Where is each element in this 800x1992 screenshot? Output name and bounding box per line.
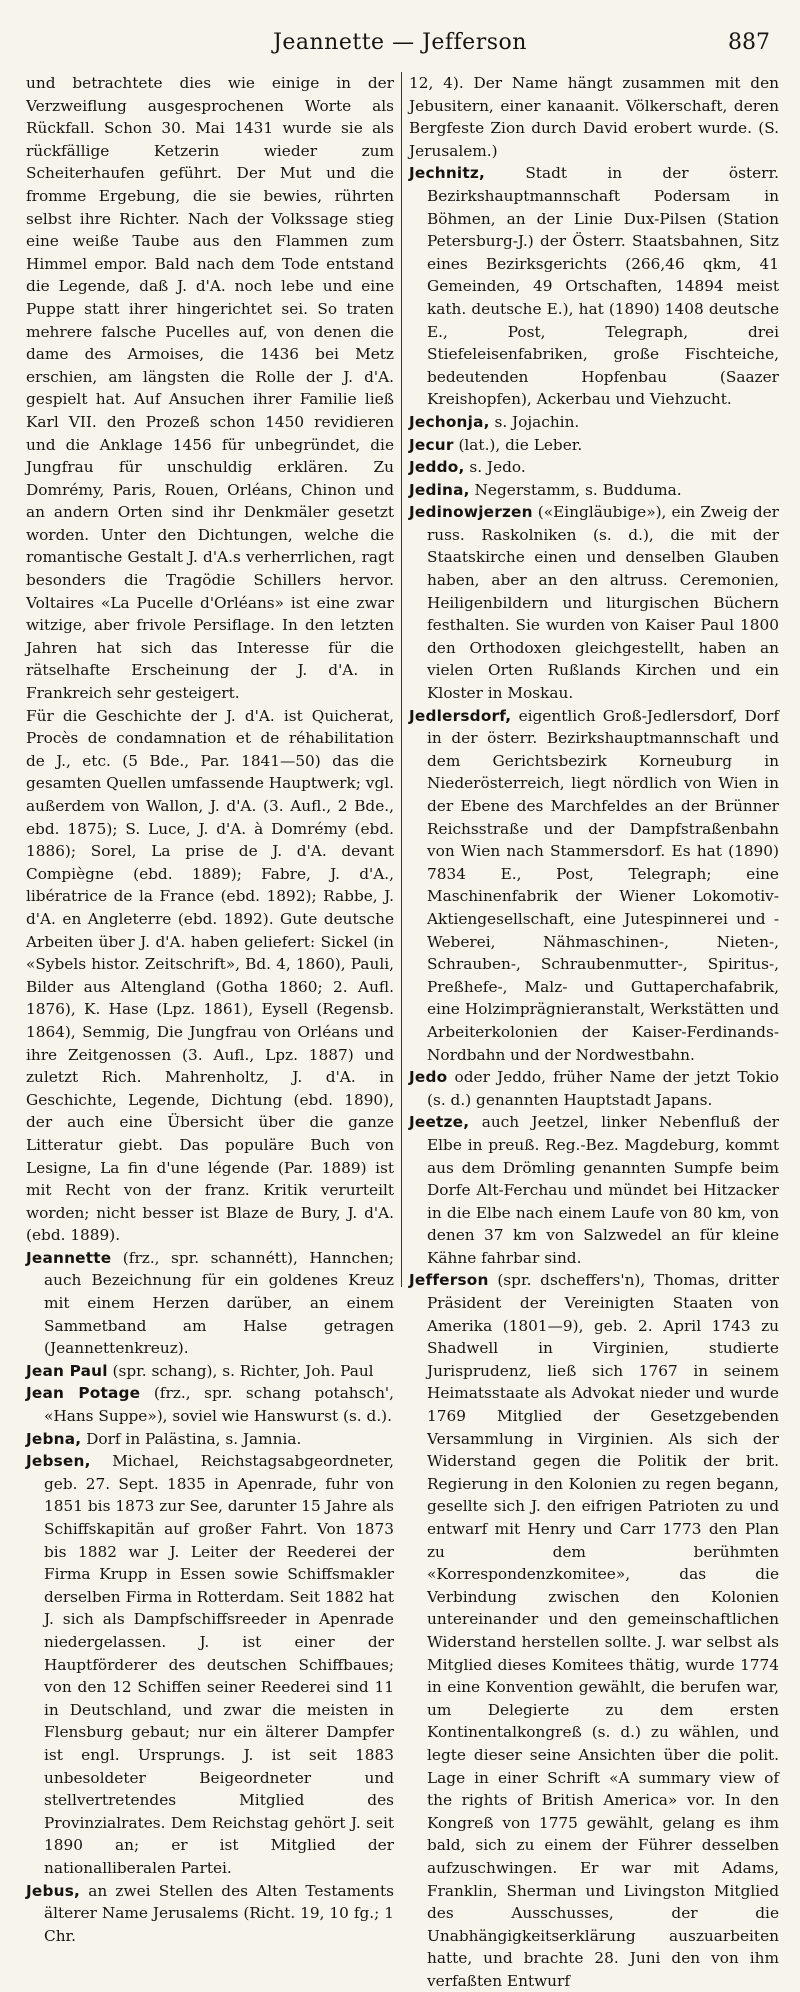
- left-column: [26, 72, 394, 1945]
- dictionary-entry: [409, 1111, 779, 1269]
- entry-text: an zwei Stellen des Alten Testaments älterer Name Jerusalems (Richt. 19, 10 fg.; 1 Chr.: [44, 1881, 394, 1945]
- entry-headword: Jeannette: [26, 1248, 112, 1267]
- entry-headword: Jedina,: [409, 480, 470, 499]
- page-header: [26, 22, 774, 58]
- entry-text: s. Jedo.: [464, 458, 526, 477]
- entry-headword: Jebsen,: [26, 1452, 91, 1471]
- entry-text: Für die Geschichte der J. d'A. ist Quicherat, Procès de condamnation et de réhabilitation de J., etc. (5 Bde., Par. 1841—50) das die gesamten Quellen umfassende Hauptwerk; vgl. außerdem von Wallon, J. d'A. (3. Aufl., 2 Bde., ebd. 1875); S. Luce, J. d'A. à Domrémy (ebd. 1886); Sorel, La prise de J. d'A. devant Compiègne (ebd. 1889); Fabre, J. d'A., libératrice de la France (ebd. 1892); Rabbe, J. d'A. en Angleterre (ebd. 1892). Gute deutsche Arbeiten über J. d'A. haben geliefert: Sickel (in «Sybels histor. Zeitschrift», Bd. 4, 1860), Pauli, Bilder aus Altengland (Gotha 1860; 2. Aufl. 1876), K. Hase (Lpz. 1861), Eysell (Regensb. 1864), Semmig, Die Jungfrau von Orléans und ihre Zeitgenossen (3. Aufl., Lpz. 1887) und zuletzt Rich. Mahrenholtz, J. d'A. in Geschichte, Legende, Dichtung (ebd. 1890), der auch eine Übersicht über die ganze Litteratur giebt. Das populäre Buch von Lesigne, La fin d'une légende (Par. 1889) ist mit Recht von der franz. Kritik verurteilt worden; nicht besser ist Blaze de Bury, J. d'A. (ebd. 1889).: [26, 706, 394, 1245]
- running-head: Jeannette — Jefferson: [273, 30, 527, 55]
- dictionary-entry: [26, 1382, 394, 1427]
- entry-text: eigentlich Groß-Jedlersdorf, Dorf in der österr. Bezirkshauptmannschaft und dem Gerichtsbezirk Korneuburg in Niederösterreich, liegt nördlich von Wien in der Ebene des Marchfeldes an der Brünner Reichsstraße und der Dampfstraßenbahn von Wien nach Stammersdorf. Es hat (1890) 7834 E., Post, Telegraph; eine Maschinenfabrik der Wiener Lokomotiv-Aktiengesellschaft, eine Jutespinnerei und -Weberei, Nähmaschinen-, Nieten-, Schrauben-, Schraubenmutter-, Spiritus-, Preßhefe-, Malz- und Guttaperchafabrik, eine Holzimprägnieranstalt, Werkstätten und Arbeiterkolonien der Kaiser-Ferdinands-Nordbahn und der Nordwestbahn.: [427, 706, 779, 1064]
- entry-text: (lat.), die Leber.: [453, 435, 583, 454]
- entry-headword: Jecur: [409, 435, 454, 454]
- entry-text: Dorf in Palästina, s. Jamnia.: [81, 1429, 302, 1448]
- dictionary-entry: [409, 456, 779, 479]
- dictionary-entry: [26, 1450, 394, 1879]
- dictionary-entry: [409, 434, 779, 457]
- entry-headword: Jechonja,: [409, 412, 490, 431]
- entry-text: und betrachtete dies wie einige in der Verzweiflung ausgesprochenen Worte als Rückfall. Schon 30. Mai 1431 wurde sie als rückfällige Ketzerin wieder zum Scheiterhaufen geführt. Der Mut und die fromme Ergebung, die sie bewies, rührten selbst ihre Richter. Nach der Volkssage stieg eine weiße Taube aus den Flammen zum Himmel empor. Bald nach dem Tode entstand die Legende, daß J. d'A. noch lebe und eine Puppe statt ihrer hingerichtet sei. So traten mehrere falsche Pucelles auf, von denen die dame des Armoises, die 1436 bei Metz erschien, am längsten die Rolle der J. d'A. gespielt hat. Auf Ansuchen ihrer Familie ließ Karl VII. den Prozeß schon 1450 revidieren und die Anklage 1456 für unbegründet, die Jungfrau für unschuldig erklären. Zu Domrémy, Paris, Rouen, Orléans, Chinon und an andern Orten sind ihr Denkmäler gesetzt worden. Unter den Dichtungen, welche die romantische Gestalt J. d'A.s verherrlichen, ragt besonders die Tragödie Schillers hervor. Voltaires «La Pucelle d'Orléans» ist eine zwar witzige, aber frivole Persiflage. In den letzten Jahren hat sich das Interesse für die rätselhafte Erscheinung der J. d'A. in Frankreich sehr gesteigert.: [26, 74, 394, 703]
- dictionary-entry: [26, 1247, 394, 1360]
- entry-continuation: [26, 72, 394, 705]
- entry-headword: Jebna,: [26, 1429, 82, 1448]
- dictionary-entry: [409, 411, 779, 434]
- entry-text: s. Jojachin.: [489, 412, 580, 431]
- dictionary-entry: [409, 501, 779, 704]
- entry-headword: Jeddo,: [409, 458, 465, 477]
- column-divider: [401, 72, 402, 1287]
- entry-headword: Jebus,: [26, 1881, 81, 1900]
- entry-text: (spr. schang), s. Richter, Joh. Paul: [107, 1361, 374, 1380]
- entry-text: (spr. dscheffers'n), Thomas, dritter Präsident der Vereinigten Staaten von Amerika (1801—9), geb. 2. April 1743 zu Shadwell in Virginien, studierte Jurisprudenz, ließ sich 1767 in seinem Heimatsstaate als Advokat nieder und wurde 1769 Mitglied der Gesetzgebenden Versammlung in Virginien. Als sich der Widerstand gegen die Politik der brit. Regierung in den Kolonien zu regen begann, gesellte sich J. den eifrigen Patrioten zu und entwarf mit Henry und Carr 1773 den Plan zu dem berühmten «Korrespondenzkomitee», das die Verbindung zwischen den Kolonien untereinander und den gemeinschaftlichen Widerstand herstellen sollte. J. war selbst als Mitglied dieses Komitees thätig, wurde 1774 in eine Konvention gewählt, die berufen war, um Delegierte zu dem ersten Kontinentalkongreß (s. d.) zu wählen, und legte dieser seine Ansichten über die polit. Lage in einer Schrift «A summary view of the rights of British America» vor. In den Kongreß von 1775 gewählt, gelang es ihm bald, sich zu einem der Führer desselben aufzuschwingen. Er war mit Adams, Franklin, Sherman und Livingston Mitglied des Ausschusses, der die Unabhängigkeitserklärung auszuarbeiten hatte, und brachte 28. Juni den von ihm verfaßten Entwurf: [427, 1271, 779, 1990]
- entry-headword: Jedinowjerzen: [409, 503, 533, 522]
- dictionary-entry: [26, 1360, 394, 1383]
- entry-text: (frz., spr. schannétt), Hannchen; auch Bezeichnung für ein goldenes Kreuz mit einem Herzen darüber, an einem Sammetband am Halse getragen (Jeannettenkreuz).: [44, 1248, 394, 1358]
- entry-headword: Jefferson: [409, 1271, 489, 1290]
- dictionary-entry: [409, 705, 779, 1067]
- dictionary-entry: [409, 479, 779, 502]
- entry-text: (frz., spr. schang potahsch', «Hans Suppe»), soviel wie Hanswurst (s. d.).: [44, 1384, 394, 1426]
- right-column: [409, 72, 779, 1990]
- entry-headword: Jeetze,: [409, 1113, 470, 1132]
- dictionary-entry: [409, 1066, 779, 1111]
- entry-continuation: [26, 705, 394, 1247]
- dictionary-entry: [26, 1880, 394, 1948]
- entry-headword: Jechnitz,: [409, 164, 485, 183]
- entry-headword: Jedo: [409, 1068, 448, 1087]
- entry-text: 12, 4). Der Name hängt zusammen mit den Jebusitern, einer kanaanit. Völkerschaft, deren Bergfeste Zion durch David erobert wurde. (S. Jerusalem.): [409, 74, 779, 160]
- entry-headword: Jedlersdorf,: [409, 706, 512, 725]
- entry-text: auch Jeetzel, linker Nebenfluß der Elbe in preuß. Reg.-Bez. Magdeburg, kommt aus dem Drömling genannten Sumpfe beim Dorfe Alt-Ferchau und mündet bei Hitzacker in die Elbe nach einem Laufe von 80 km, von denen 37 km von Salzwedel an für kleine Kähne fahrbar sind.: [427, 1113, 779, 1267]
- dictionary-entry: [409, 162, 779, 411]
- entry-text: Michael, Reichstagsabgeordneter, geb. 27. Sept. 1835 in Apenrade, fuhr von 1851 bis 1873 zur See, darunter 15 Jahre als Schiffskapitän auf großer Fahrt. Von 1873 bis 1882 war J. Leiter der Reederei der Firma Krupp in Essen sowie Schiffsmakler derselben Firma in Rotterdam. Seit 1882 hat J. sich als Dampfschiffsreeder in Apenrade niedergelassen. J. ist einer der Hauptförderer des deutschen Schiffbaues; von den 12 Schiffen seiner Reederei sind 11 in Deutschland, und zwar die meisten in Flensburg gebaut; nur ein älterer Dampfer ist engl. Ursprungs. J. ist seit 1883 unbesoldeter Beigeordneter und stellvertretendes Mitglied des Provinzialrates. Dem Reichstag gehört J. seit 1890 an; er ist Mitglied der nationalliberalen Partei.: [44, 1452, 394, 1877]
- entry-continuation: [409, 72, 779, 162]
- entry-text: Negerstamm, s. Budduma.: [469, 480, 682, 499]
- entry-text: («Eingläubige»), ein Zweig der russ. Raskolniken (s. d.), die mit der Staatskirche einen und denselben Glauben haben, aber an den altruss. Ceremonien, Heiligenbildern und liturgischen Büchern festhalten. Sie wurden von Kaiser Paul 1800 den Orthodoxen gleichgestellt, haben an vielen Orten Rußlands Kirchen und ein Kloster in Moskau.: [427, 503, 779, 703]
- entry-headword: Jean Paul: [26, 1361, 108, 1380]
- entry-text: Stadt in der österr. Bezirkshauptmannschaft Podersam in Böhmen, an der Linie Dux-Pilsen (Station Petersburg-J.) der Österr. Staatsbahnen, Sitz eines Bezirksgerichts (266,46 qkm, 41 Gemeinden, 49 Ortschaften, 14894 meist kath. deutsche E.), hat (1890) 1408 deutsche E., Post, Telegraph, drei Stiefeleisenfabriken, große Fischteiche, bedeutenden Hopfenbau (Saazer Kreishopfen), Ackerbau und Viehzucht.: [427, 164, 779, 409]
- entry-headword: Jean Potage: [26, 1384, 141, 1403]
- dictionary-entry: [409, 1269, 779, 1992]
- page-number: 887: [728, 30, 770, 55]
- entry-text: oder Jeddo, früher Name der jetzt Tokio (s. d.) genannten Hauptstadt Japans.: [427, 1068, 779, 1109]
- dictionary-entry: [26, 1428, 394, 1451]
